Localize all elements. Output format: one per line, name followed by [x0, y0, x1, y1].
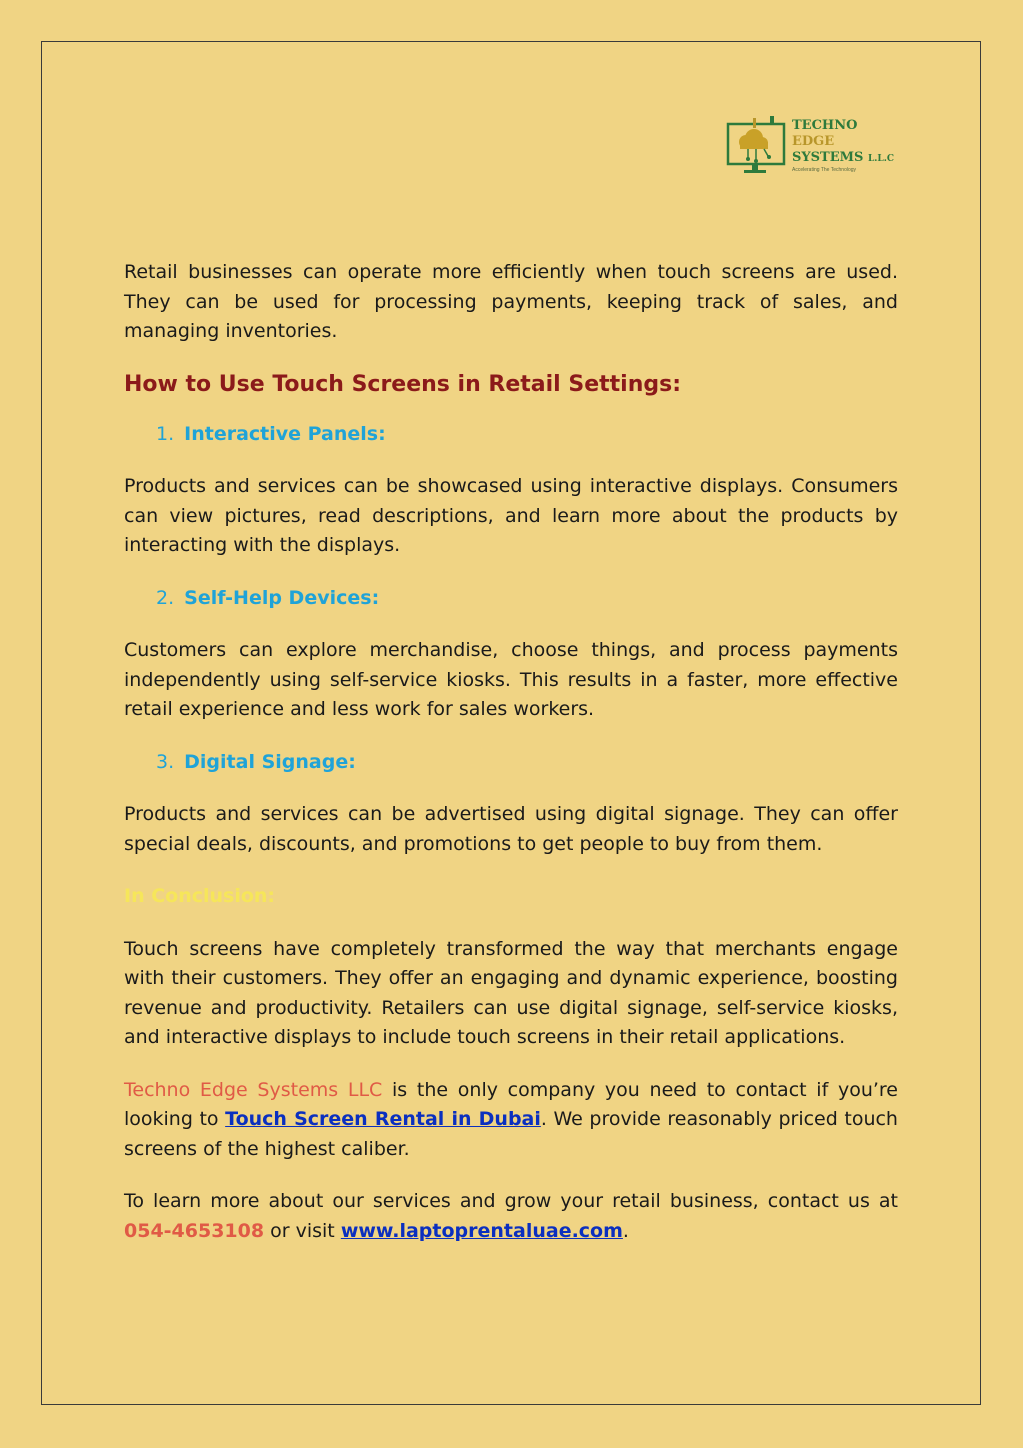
promo-paragraph — [124, 1076, 898, 1165]
subheading-title: Interactive Panels: — [184, 422, 386, 445]
website-link[interactable]: www.laptoprentaluae.com — [340, 1219, 623, 1242]
list-number: 1. — [156, 422, 175, 445]
list-number: 3. — [156, 750, 175, 773]
subheading-title: Digital Signage: — [184, 750, 356, 773]
subheading-title: Self-Help Devices: — [184, 586, 380, 609]
document-body — [124, 258, 898, 1269]
logo-suffix: L.L.C — [867, 154, 895, 164]
logo-line-3-text: SYSTEMS — [792, 150, 864, 165]
intro-paragraph: Retail businesses can operate more efficiently when touch screens are used. They can be used for processing payments, keeping track of sales, and managing inventories. — [124, 261, 898, 342]
conclusion-paragraph: Touch screens have completely transformed the way that merchants engage with their customers. They offer an engaging and dynamic experience, boosting revenue and productivity. Retailers can use digital signage, self-service kiosks, and interactive displays to include touch screens in their retail applications. — [124, 937, 898, 1048]
contact-text-2: or visit — [264, 1219, 341, 1242]
logo-wordmark — [792, 118, 894, 167]
promo-text-1: is the only company you need to contact if you’re looking to — [124, 1078, 898, 1130]
brand-name: Techno Edge Systems LLC — [124, 1078, 383, 1101]
touch-screen-rental-link[interactable]: Touch Screen Rental in Dubai — [225, 1108, 541, 1130]
list-number: 2. — [156, 586, 175, 609]
subheading-interactive-panels — [124, 420, 898, 450]
logo-tagline: Accelerating The Technology — [792, 167, 857, 173]
logo-line-3 — [792, 150, 894, 167]
paragraph-interactive-panels: Products and services can be showcased using interactive displays. Consumers can view pictures, read descriptions, and learn more about the products by interacting with the displays. — [124, 475, 898, 556]
cloud-monitor-icon — [726, 114, 788, 180]
contact-text-1: To learn more about our services and grow your retail business, contact us at — [124, 1190, 898, 1212]
section-heading: How to Use Touch Screens in Retail Settings: — [124, 371, 682, 397]
paragraph-self-help-devices: Customers can explore merchandise, choose things, and process payments independently using self-service kiosks. This results in a faster, more effective retail experience and less work for sales workers. — [124, 639, 898, 720]
contact-text-3: . — [622, 1219, 629, 1242]
paragraph-digital-signage: Products and services can be advertised using digital signage. They can offer special deals, discounts, and promotions to get people to buy from them. — [124, 803, 898, 855]
logo-line-2: EDGE — [792, 134, 835, 149]
conclusion-heading: In Conclusion: — [124, 885, 276, 907]
promo-text-2: . We provide reasonably priced touch screens of the highest caliber. — [124, 1108, 898, 1160]
subheading-digital-signage — [124, 748, 898, 778]
contact-paragraph — [124, 1187, 898, 1246]
phone-number: 054-4653108 — [124, 1219, 265, 1242]
subheading-self-help-devices — [124, 584, 898, 614]
company-logo — [726, 114, 906, 180]
logo-line-1: TECHNO — [792, 118, 858, 133]
